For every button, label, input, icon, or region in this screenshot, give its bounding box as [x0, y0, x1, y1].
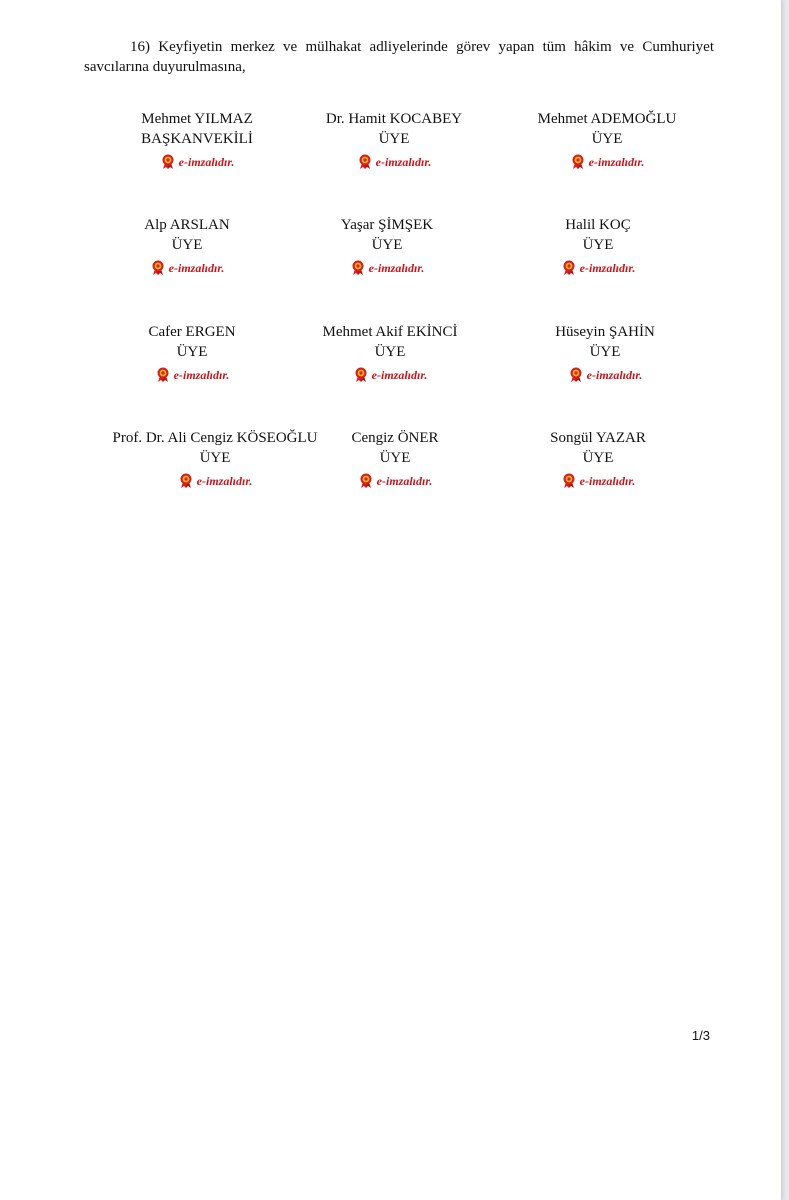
seal-icon	[150, 260, 166, 276]
e-signature-mark	[357, 154, 432, 170]
e-signature-mark	[561, 473, 636, 489]
signature-block	[77, 215, 297, 282]
signatory-name: Alp ARSLAN	[144, 217, 230, 233]
signature-block	[285, 428, 505, 495]
signature-block	[284, 109, 504, 176]
signatory-name: Mehmet Akif EKİNCİ	[322, 324, 458, 340]
signatory-name: Halil KOÇ	[565, 217, 631, 233]
signatory-title: ÜYE	[582, 237, 614, 253]
signatory-name: Dr. Hamit KOCABEY	[325, 111, 463, 127]
signature-block	[488, 215, 708, 282]
seal-icon	[568, 367, 584, 383]
paragraph-line-2: savcılarına duyurulmasına,	[84, 59, 246, 75]
decision-paragraph	[84, 37, 714, 77]
signatory-name: Hüseyin ŞAHİN	[555, 324, 655, 340]
e-signature-mark	[150, 260, 225, 276]
seal-icon	[350, 260, 366, 276]
e-signature-mark	[155, 367, 230, 383]
e-signature-label: e-imzalıdır.	[376, 474, 433, 488]
signatory-title: ÜYE	[379, 450, 411, 466]
signatory-title: ÜYE	[589, 344, 621, 360]
signature-block	[488, 428, 708, 495]
signatory-title: ÜYE	[378, 131, 410, 147]
e-signature-label: e-imzalıdır.	[586, 368, 643, 382]
signatory-title: ÜYE	[176, 344, 208, 360]
e-signature-mark	[358, 473, 433, 489]
signature-block	[495, 322, 715, 389]
e-signature-label: e-imzalıdır.	[368, 261, 425, 275]
signature-block	[82, 322, 302, 389]
signatory-title: ÜYE	[591, 131, 623, 147]
seal-icon	[178, 473, 194, 489]
signature-block	[280, 322, 500, 389]
seal-icon	[160, 154, 176, 170]
signatory-name: Cengiz ÖNER	[351, 430, 439, 446]
signatory-title: BAŞKANVEKİLİ	[141, 131, 253, 147]
e-signature-label: e-imzalıdır.	[196, 474, 253, 488]
signatory-name: Songül YAZAR	[550, 430, 646, 446]
seal-icon	[561, 473, 577, 489]
e-signature-mark	[350, 260, 425, 276]
signatory-title: ÜYE	[374, 344, 406, 360]
e-signature-label: e-imzalıdır.	[579, 261, 636, 275]
signatory-title: ÜYE	[171, 237, 203, 253]
page-number: 1/3	[691, 1028, 710, 1043]
seal-icon	[358, 473, 374, 489]
seal-icon	[357, 154, 373, 170]
signatory-name: Yaşar ŞİMŞEK	[340, 217, 434, 233]
e-signature-mark	[568, 367, 643, 383]
signatory-name: Prof. Dr. Ali Cengiz KÖSEOĞLU	[112, 430, 318, 446]
seal-icon	[353, 367, 369, 383]
signatory-title: ÜYE	[371, 237, 403, 253]
e-signature-label: e-imzalıdır.	[588, 155, 645, 169]
seal-icon	[155, 367, 171, 383]
signature-block	[277, 215, 497, 282]
e-signature-mark	[570, 154, 645, 170]
e-signature-label: e-imzalıdır.	[371, 368, 428, 382]
signatory-title: ÜYE	[582, 450, 614, 466]
signatory-name: Mehmet YILMAZ	[141, 111, 253, 127]
signatory-name: Mehmet ADEMOĞLU	[537, 111, 677, 127]
e-signature-mark	[353, 367, 428, 383]
paragraph-line-1: 16) Keyfiyetin merkez ve mülhakat adliyelerinde görev yapan tüm hâkim ve Cumhuriyet	[130, 39, 714, 55]
seal-icon	[561, 260, 577, 276]
e-signature-label: e-imzalıdır.	[579, 474, 636, 488]
e-signature-label: e-imzalıdır.	[375, 155, 432, 169]
signature-block	[87, 109, 307, 176]
e-signature-label: e-imzalıdır.	[173, 368, 230, 382]
e-signature-label: e-imzalıdır.	[168, 261, 225, 275]
e-signature-mark	[561, 260, 636, 276]
seal-icon	[570, 154, 586, 170]
e-signature-label: e-imzalıdır.	[178, 155, 235, 169]
signatory-name: Cafer ERGEN	[148, 324, 236, 340]
e-signature-mark	[178, 473, 253, 489]
e-signature-mark	[160, 154, 235, 170]
signature-block	[497, 109, 717, 176]
signatory-title: ÜYE	[199, 450, 231, 466]
